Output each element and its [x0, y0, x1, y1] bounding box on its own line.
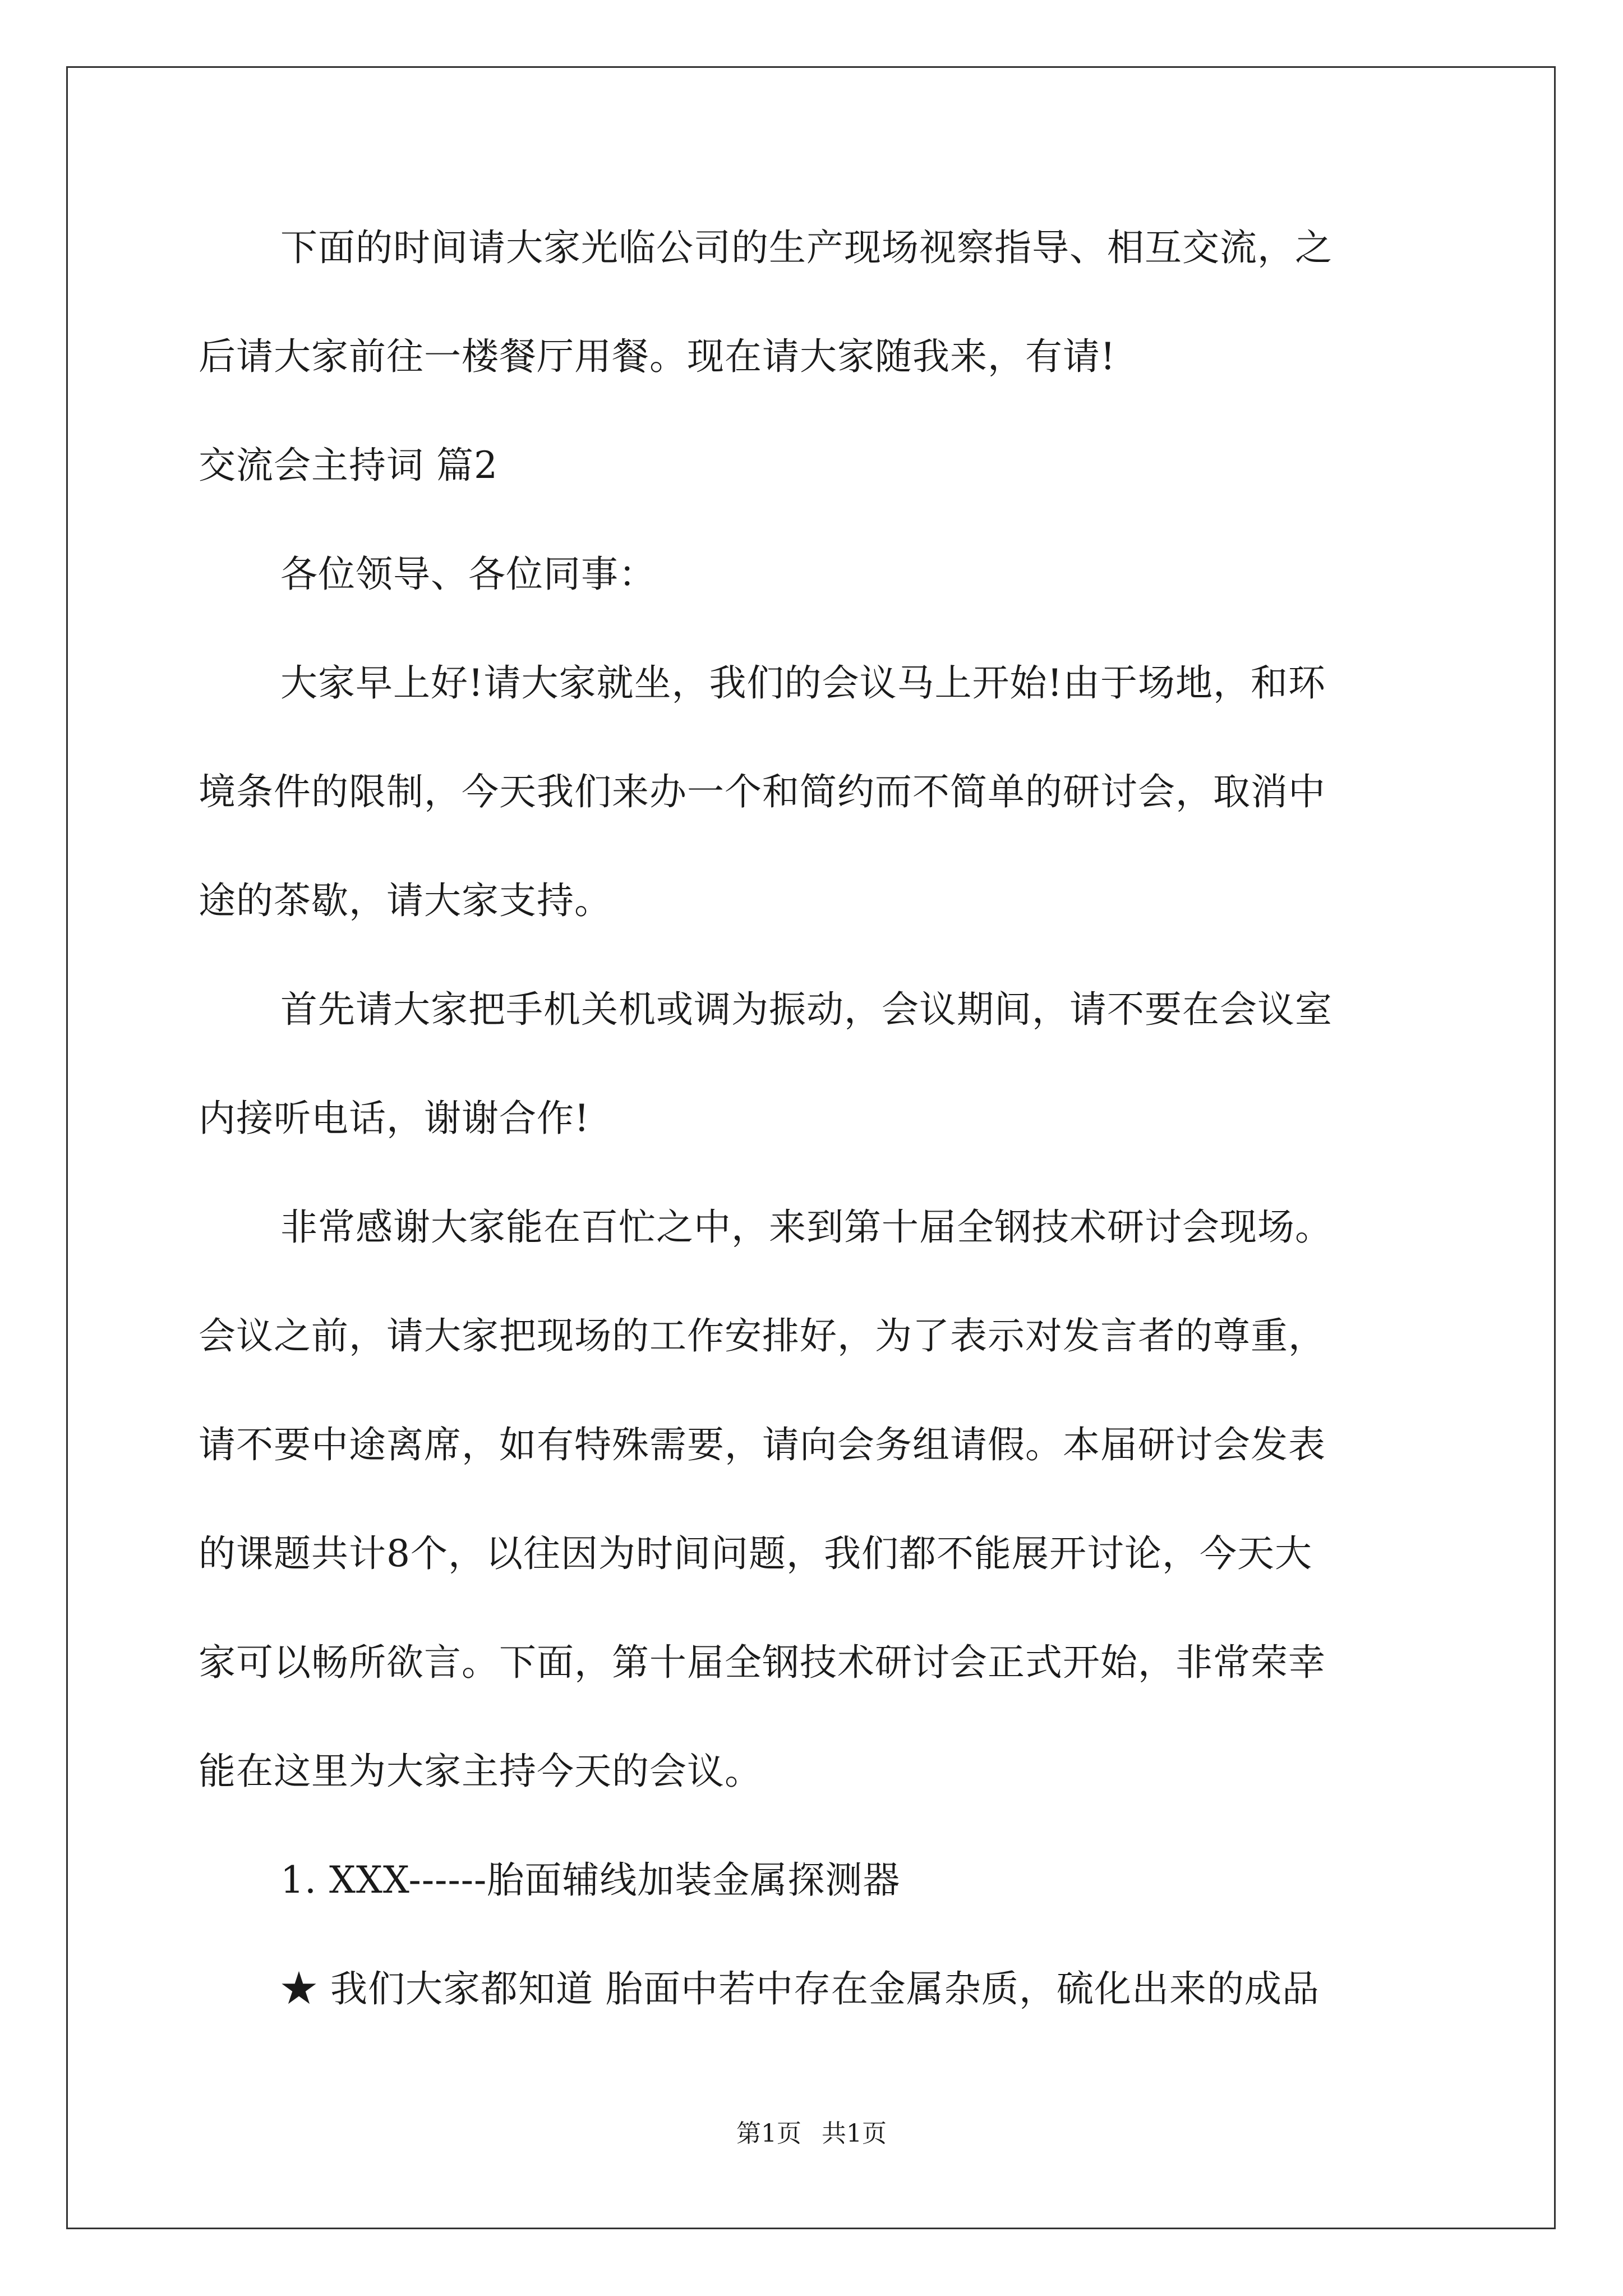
paragraph-line: 家可以畅所欲言。下面，第十届全钢技术研讨会正式开始，非常荣幸: [199, 1641, 1326, 1684]
page-total: 共1页: [822, 2119, 887, 2148]
paragraph-line: 的课题共计8个，以往因为时间问题，我们都不能展开讨论，今天大: [199, 1532, 1312, 1575]
paragraph-line: 会议之前，请大家把现场的工作安排好，为了表示对发言者的尊重，: [199, 1314, 1326, 1358]
salutation-line: 各位领导、各位同事：: [280, 553, 656, 596]
list-item: 1. XXX------胎面辅线加装金属探测器: [280, 1858, 901, 1902]
paragraph-line: 后请大家前往一楼餐厅用餐。现在请大家随我来，有请!: [199, 335, 1116, 378]
paragraph-line: 非常感谢大家能在百忙之中，来到第十届全钢技术研讨会现场。: [280, 1205, 1332, 1249]
paragraph-line: 途的茶歇，请大家支持。: [199, 879, 612, 922]
paragraph-line: 内接听电话，谢谢合作!: [199, 1097, 590, 1140]
paragraph-line: 下面的时间请大家光临公司的生产现场视察指导、相互交流，之: [280, 226, 1332, 269]
paragraph-line: 境条件的限制，今天我们来办一个和简约而不简单的研讨会，取消中: [199, 770, 1326, 813]
paragraph-line: 请不要中途离席，如有特殊需要，请向会务组请假。本届研讨会发表: [199, 1423, 1326, 1466]
page-footer: [0, 2118, 1623, 2150]
paragraph-line: 大家早上好!请大家就坐，我们的会议马上开始!由于场地，和环: [280, 661, 1326, 705]
paragraph-line: 能在这里为大家主持今天的会议。: [199, 1750, 762, 1793]
section-heading: 交流会主持词 篇2: [199, 444, 498, 487]
paragraph-line: 首先请大家把手机关机或调为振动，会议期间，请不要在会议室: [280, 988, 1332, 1031]
page-number: 第1页: [736, 2119, 801, 2148]
bullet-paragraph-line: ★ 我们大家都知道 胎面中若中存在金属杂质，硫化出来的成品: [280, 1967, 1320, 2010]
page-border: [66, 66, 1556, 2229]
